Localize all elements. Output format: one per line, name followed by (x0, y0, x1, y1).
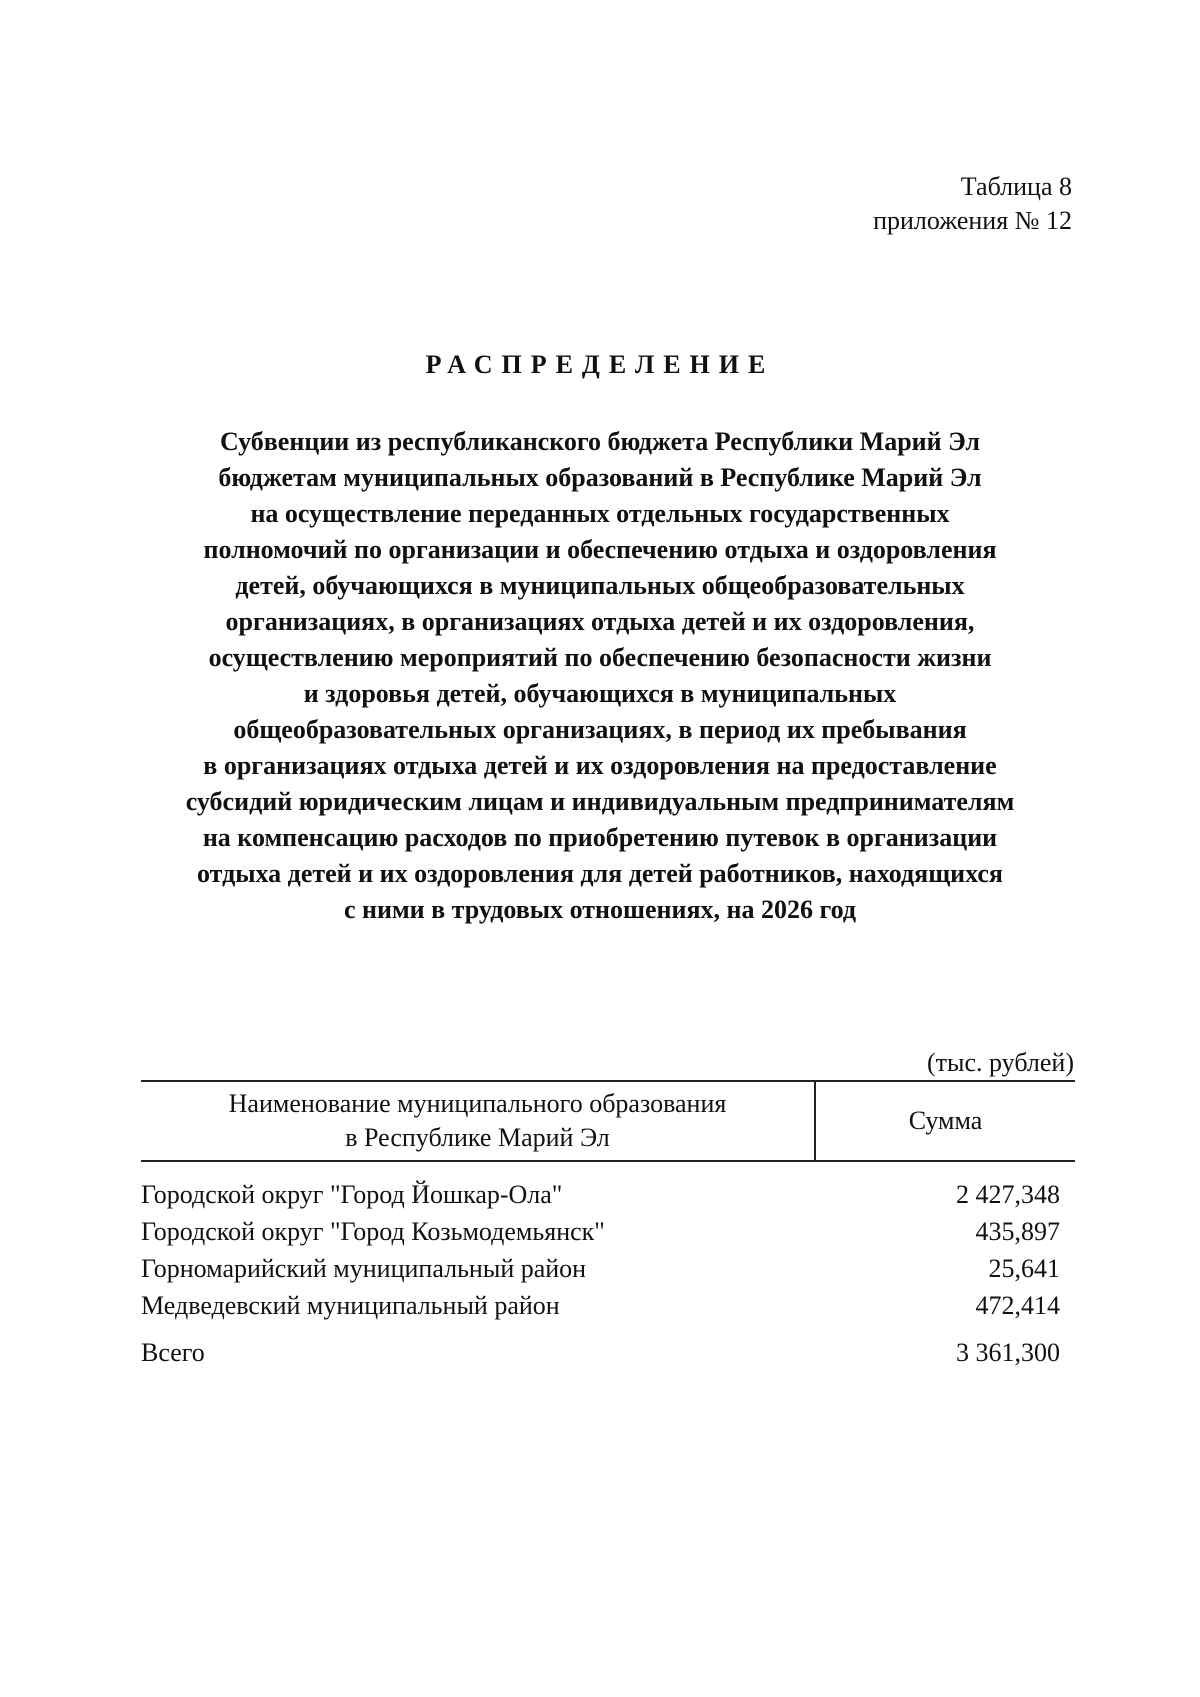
column-header-sum: Сумма (908, 1106, 983, 1135)
row-name: Городской округ "Город Йошкар-Ола" (141, 1180, 563, 1209)
row-name: Горномарийский муниципальный район (141, 1254, 587, 1283)
table-header (141, 1080, 1075, 1162)
total-value: 3 361,300 (956, 1338, 1060, 1367)
subtitle-line: субсидий юридическим лицам и индивидуальным предпринимателям (185, 787, 1015, 816)
document-subtitle (150, 424, 1050, 928)
subtitle-line: полномочий по организации и обеспечению отдыха и оздоровления (203, 535, 997, 564)
subtitle-line: Субвенции из республиканского бюджета Республики Марий Эл (219, 427, 980, 456)
table-reference (873, 170, 1072, 238)
table-body (141, 1176, 1060, 1324)
row-name: Медведевский муниципальный район (141, 1291, 560, 1320)
document-heading: РАСПРЕДЕЛЕНИЕ (425, 350, 775, 379)
table-row (141, 1176, 1060, 1213)
subtitle-line: на компенсацию расходов по приобретению путевок в организации (202, 823, 998, 852)
column-header-name-line: в Республике Марий Эл (345, 1123, 610, 1152)
subtitle-line: отдыха детей и их оздоровления для детей работников, находящихся (196, 859, 1003, 888)
subtitle-line: осуществлению мероприятий по обеспечению безопасности жизни (208, 643, 992, 672)
row-value: 25,641 (988, 1254, 1060, 1283)
subtitle-line: и здоровья детей, обучающихся в муниципальных (303, 679, 897, 708)
subtitle-line: в организациях отдыха детей и их оздоровления на предоставление (203, 751, 997, 780)
subtitle-line: на осуществление переданных отдельных государственных (250, 499, 950, 528)
subtitle-line: с ними в трудовых отношениях, на 2026 год (343, 895, 857, 924)
table-number: Таблица 8 (960, 172, 1072, 201)
subtitle-line: бюджетам муниципальных образований в Республике Марий Эл (218, 463, 982, 492)
subtitle-line: детей, обучающихся в муниципальных общеобразовательных (235, 571, 965, 600)
column-header-name-line: Наименование муниципального образования (228, 1089, 727, 1118)
table-row (141, 1287, 1060, 1324)
table-row (141, 1250, 1060, 1287)
row-value: 435,897 (975, 1217, 1060, 1246)
total-row (141, 1334, 1060, 1371)
table-row (141, 1213, 1060, 1250)
subtitle-line: организациях, в организациях отдыха детей и их оздоровления, (225, 607, 975, 636)
units-label: (тыс. рублей) (926, 1048, 1074, 1077)
subtitle-line: общеобразовательных организациях, в период их пребывания (233, 715, 967, 744)
appendix-number: приложения № 12 (873, 206, 1072, 235)
row-value: 472,414 (975, 1291, 1060, 1320)
total-label: Всего (141, 1338, 205, 1367)
row-name: Городской округ "Город Козьмодемьянск" (141, 1217, 605, 1246)
row-value: 2 427,348 (956, 1180, 1060, 1209)
column-header-name (141, 1082, 816, 1160)
